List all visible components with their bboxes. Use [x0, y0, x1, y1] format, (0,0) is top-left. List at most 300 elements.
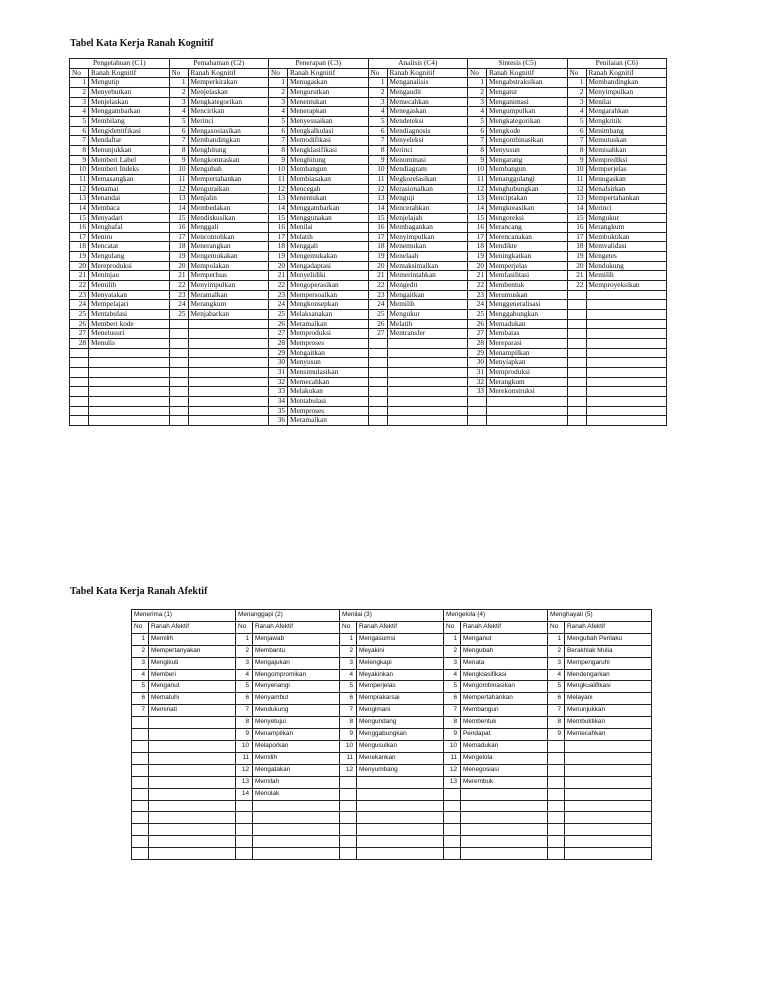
- verb-cell: Memilih: [89, 281, 170, 291]
- table-row: [70, 213, 667, 223]
- table-row: [70, 329, 667, 339]
- row-number: [548, 800, 565, 812]
- row-number: [132, 812, 149, 824]
- table-row: [70, 300, 667, 310]
- verb-cell: Mengkalkulasi: [288, 126, 369, 136]
- verb-cell: Mengutip: [89, 78, 170, 88]
- row-number: [368, 377, 387, 387]
- row-number: 25: [70, 310, 89, 320]
- ranah-column-label: Ranah Afektif: [461, 621, 548, 633]
- verb-cell: [357, 824, 444, 836]
- row-number: 4: [468, 107, 487, 117]
- row-number: 7: [169, 136, 188, 146]
- row-number: 35: [269, 406, 288, 416]
- row-number: 9: [236, 729, 253, 741]
- row-number: 2: [567, 87, 586, 97]
- row-number: 4: [269, 107, 288, 117]
- verb-cell: Menjawab: [253, 633, 340, 645]
- row-number: 10: [444, 740, 461, 752]
- table-row: [70, 155, 667, 165]
- row-number: 20: [567, 261, 586, 271]
- verb-cell: [586, 290, 667, 300]
- row-number: 13: [444, 776, 461, 788]
- verb-cell: [565, 812, 652, 824]
- verb-cell: Menyatakan: [89, 290, 170, 300]
- no-column-label: No: [444, 621, 461, 633]
- row-number: [444, 848, 461, 860]
- row-number: [567, 339, 586, 349]
- verb-cell: [149, 848, 236, 860]
- row-number: 15: [368, 213, 387, 223]
- row-number: [368, 339, 387, 349]
- row-number: 4: [444, 669, 461, 681]
- row-number: 15: [169, 213, 188, 223]
- verb-cell: Mengidentifikasi: [89, 126, 170, 136]
- row-number: [548, 836, 565, 848]
- row-number: 9: [548, 729, 565, 741]
- row-number: 6: [132, 693, 149, 705]
- verb-cell: Mengkategorikan: [487, 116, 568, 126]
- row-number: [169, 406, 188, 416]
- row-number: 4: [236, 669, 253, 681]
- verb-cell: [188, 416, 269, 426]
- row-number: 6: [548, 693, 565, 705]
- row-number: 26: [269, 319, 288, 329]
- row-number: [70, 358, 89, 368]
- row-number: 11: [70, 174, 89, 184]
- verb-cell: Menganimasi: [487, 97, 568, 107]
- verb-cell: Mendiagnosis: [387, 126, 468, 136]
- row-number: 19: [368, 252, 387, 262]
- row-number: [340, 812, 357, 824]
- row-number: 14: [368, 203, 387, 213]
- row-number: 12: [368, 184, 387, 194]
- verb-cell: Membentuk: [461, 717, 548, 729]
- row-number: 3: [444, 657, 461, 669]
- row-number: [444, 824, 461, 836]
- verb-cell: Merancang: [487, 223, 568, 233]
- row-number: 9: [169, 155, 188, 165]
- verb-cell: Mengulang: [89, 252, 170, 262]
- verb-cell: Memberi kode: [89, 319, 170, 329]
- verb-cell: [387, 368, 468, 378]
- verb-cell: [565, 836, 652, 848]
- row-number: 8: [340, 717, 357, 729]
- table-row: [132, 729, 652, 741]
- verb-cell: [188, 377, 269, 387]
- ranah-column-label: Ranah Afektif: [565, 621, 652, 633]
- row-number: [548, 848, 565, 860]
- row-number: 10: [70, 165, 89, 175]
- verb-cell: [586, 406, 667, 416]
- verb-cell: [586, 329, 667, 339]
- row-number: 12: [169, 184, 188, 194]
- verb-cell: Membagankan: [387, 223, 468, 233]
- row-number: 7: [444, 705, 461, 717]
- row-number: 10: [567, 165, 586, 175]
- row-number: 36: [269, 416, 288, 426]
- row-number: 3: [468, 97, 487, 107]
- verb-cell: Menyelidiki: [288, 271, 369, 281]
- row-number: 9: [368, 155, 387, 165]
- row-number: 6: [468, 126, 487, 136]
- row-number: 23: [70, 290, 89, 300]
- row-number: [132, 740, 149, 752]
- ranah-column-label: Ranah Afektif: [357, 621, 444, 633]
- verb-cell: Menyadari: [89, 213, 170, 223]
- verb-cell: Memaksimalkan: [387, 261, 468, 271]
- verb-cell: [89, 358, 170, 368]
- row-number: 12: [70, 184, 89, 194]
- verb-cell: Memfasilitasi: [487, 271, 568, 281]
- row-number: 9: [269, 155, 288, 165]
- row-number: [169, 358, 188, 368]
- row-number: 22: [567, 281, 586, 291]
- row-number: [132, 764, 149, 776]
- row-number: 2: [340, 645, 357, 657]
- verb-cell: [387, 416, 468, 426]
- row-number: 11: [444, 752, 461, 764]
- row-number: 24: [368, 300, 387, 310]
- row-number: 28: [269, 339, 288, 349]
- row-number: 1: [169, 78, 188, 88]
- verb-cell: Melayani: [565, 693, 652, 705]
- row-number: 18: [169, 242, 188, 252]
- verb-cell: Memodifikasi: [288, 136, 369, 146]
- row-number: 3: [548, 657, 565, 669]
- table-row: [70, 358, 667, 368]
- verb-cell: Menciptakan: [487, 194, 568, 204]
- table-row: [132, 848, 652, 860]
- verb-cell: [565, 764, 652, 776]
- verb-cell: Memproduksi: [487, 368, 568, 378]
- verb-cell: Menguraikan: [188, 184, 269, 194]
- verb-cell: Menilai: [288, 223, 369, 233]
- row-number: [340, 800, 357, 812]
- verb-cell: [387, 396, 468, 406]
- verb-cell: Membaca: [89, 203, 170, 213]
- verb-cell: Memilih: [387, 300, 468, 310]
- row-number: 30: [269, 358, 288, 368]
- verb-cell: Menyesuaikan: [288, 116, 369, 126]
- verb-cell: Mengkonsepkan: [288, 300, 369, 310]
- table-row: [70, 416, 667, 426]
- ranah-column-label: Ranah Kognitif: [586, 68, 667, 78]
- row-number: 24: [468, 300, 487, 310]
- table-row: [70, 194, 667, 204]
- row-number: 6: [236, 693, 253, 705]
- row-number: 9: [340, 729, 357, 741]
- row-number: 8: [567, 145, 586, 155]
- verb-cell: Mengoreksi: [487, 213, 568, 223]
- verb-cell: Mengkualifikasi: [565, 681, 652, 693]
- row-number: [468, 396, 487, 406]
- verb-cell: [149, 824, 236, 836]
- table-row: [70, 136, 667, 146]
- row-number: 8: [548, 717, 565, 729]
- row-number: 8: [269, 145, 288, 155]
- verb-cell: [565, 800, 652, 812]
- row-number: [169, 396, 188, 406]
- row-number: 13: [169, 194, 188, 204]
- verb-cell: Menilai: [586, 97, 667, 107]
- row-number: [70, 406, 89, 416]
- table-row: [70, 78, 667, 88]
- row-number: 5: [444, 681, 461, 693]
- verb-cell: Merinci: [586, 203, 667, 213]
- row-number: 9: [444, 729, 461, 741]
- verb-cell: [565, 848, 652, 860]
- verb-cell: Mengasumsi: [357, 633, 444, 645]
- verb-cell: Mensimulasikan: [288, 368, 369, 378]
- row-number: 7: [340, 705, 357, 717]
- verb-cell: Mengemukakan: [188, 252, 269, 262]
- verb-cell: Menghitung: [288, 155, 369, 165]
- verb-cell: [89, 406, 170, 416]
- verb-cell: [188, 358, 269, 368]
- row-number: [468, 416, 487, 426]
- row-number: 19: [169, 252, 188, 262]
- row-number: 3: [132, 657, 149, 669]
- table-row: [132, 836, 652, 848]
- verb-cell: [387, 406, 468, 416]
- verb-cell: [586, 300, 667, 310]
- row-number: 13: [236, 776, 253, 788]
- verb-cell: [461, 848, 548, 860]
- row-number: [548, 740, 565, 752]
- table-row: [70, 223, 667, 233]
- row-number: 1: [70, 78, 89, 88]
- row-number: 10: [269, 165, 288, 175]
- verb-cell: Mempersoalkan: [288, 290, 369, 300]
- verb-cell: Merasionalkan: [387, 184, 468, 194]
- verb-cell: [586, 339, 667, 349]
- verb-cell: Mempelajari: [89, 300, 170, 310]
- verb-cell: Memasangkan: [89, 174, 170, 184]
- verb-cell: [586, 319, 667, 329]
- row-number: 2: [468, 87, 487, 97]
- table-row: [70, 174, 667, 184]
- row-number: 5: [169, 116, 188, 126]
- verb-cell: Menunjukkan: [89, 145, 170, 155]
- row-number: 25: [169, 310, 188, 320]
- row-number: [340, 848, 357, 860]
- verb-cell: [188, 339, 269, 349]
- row-number: 16: [368, 223, 387, 233]
- verb-cell: Mempertahankan: [586, 194, 667, 204]
- verb-cell: [253, 848, 340, 860]
- verb-cell: [565, 752, 652, 764]
- row-number: 12: [444, 764, 461, 776]
- verb-cell: Memproses: [288, 406, 369, 416]
- verb-cell: Mencerahkan: [387, 203, 468, 213]
- row-number: 10: [236, 740, 253, 752]
- verb-cell: Memproyeksikan: [586, 281, 667, 291]
- row-number: 2: [70, 87, 89, 97]
- row-number: 1: [567, 78, 586, 88]
- verb-cell: Memadukan: [487, 319, 568, 329]
- verb-cell: Menemukan: [387, 242, 468, 252]
- row-number: 22: [169, 281, 188, 291]
- row-number: [368, 387, 387, 397]
- verb-cell: Membuktikan: [586, 232, 667, 242]
- row-number: 4: [567, 107, 586, 117]
- verb-cell: [586, 358, 667, 368]
- verb-cell: [387, 377, 468, 387]
- table-row: [70, 107, 667, 117]
- row-number: 5: [548, 681, 565, 693]
- no-column-label: No: [132, 621, 149, 633]
- verb-cell: Mengadaptasi: [288, 261, 369, 271]
- row-number: 15: [567, 213, 586, 223]
- row-number: 12: [236, 764, 253, 776]
- row-number: [567, 387, 586, 397]
- verb-cell: Membiasakan: [288, 174, 369, 184]
- verb-cell: Merinci: [387, 145, 468, 155]
- verb-cell: Mengumpulkan: [487, 107, 568, 117]
- verb-cell: Mengetes: [586, 252, 667, 262]
- verb-cell: Berakhlak Mulia: [565, 645, 652, 657]
- verb-cell: [188, 319, 269, 329]
- verb-cell: Menghafal: [89, 223, 170, 233]
- ranah-column-label: Ranah Afektif: [149, 621, 236, 633]
- row-number: [368, 406, 387, 416]
- no-column-label: No: [368, 68, 387, 78]
- verb-cell: Menugaskan: [288, 78, 369, 88]
- row-number: 23: [269, 290, 288, 300]
- table-row: [132, 645, 652, 657]
- verb-cell: Menampilkan: [253, 729, 340, 741]
- row-number: 5: [269, 116, 288, 126]
- row-number: 2: [236, 645, 253, 657]
- afektif-column-header: Menilai (3): [340, 610, 444, 622]
- row-number: 8: [236, 717, 253, 729]
- verb-cell: Meyakini: [357, 645, 444, 657]
- verb-cell: Mendengarkan: [565, 669, 652, 681]
- row-number: 5: [236, 681, 253, 693]
- row-number: 27: [368, 329, 387, 339]
- row-number: 5: [567, 116, 586, 126]
- verb-cell: Menyeleksi: [387, 136, 468, 146]
- verb-cell: Merangkum: [487, 377, 568, 387]
- row-number: 20: [368, 261, 387, 271]
- verb-cell: Menjelajah: [387, 213, 468, 223]
- row-number: 12: [567, 184, 586, 194]
- row-number: [132, 717, 149, 729]
- row-number: [368, 358, 387, 368]
- verb-cell: Mempengaruhi: [565, 657, 652, 669]
- row-number: 18: [269, 242, 288, 252]
- verb-cell: Memperkirakan: [188, 78, 269, 88]
- row-number: 6: [70, 126, 89, 136]
- verb-cell: Mengajukan: [253, 657, 340, 669]
- table-row: [70, 406, 667, 416]
- verb-cell: [487, 416, 568, 426]
- row-number: 12: [340, 764, 357, 776]
- row-number: 22: [70, 281, 89, 291]
- row-number: 7: [548, 705, 565, 717]
- row-number: 2: [269, 87, 288, 97]
- verb-cell: Melakukan: [288, 387, 369, 397]
- row-number: 8: [468, 145, 487, 155]
- row-number: [132, 752, 149, 764]
- verb-cell: Menanggulangi: [487, 174, 568, 184]
- row-number: [169, 377, 188, 387]
- verb-cell: [89, 348, 170, 358]
- table-row: [70, 165, 667, 175]
- row-number: 7: [368, 136, 387, 146]
- verb-cell: Menggabungkan: [487, 310, 568, 320]
- verb-cell: Memberi Label: [89, 155, 170, 165]
- row-number: [236, 824, 253, 836]
- verb-cell: Melatih: [387, 319, 468, 329]
- verb-cell: Mengaudit: [387, 87, 468, 97]
- verb-cell: Menyimpulkan: [387, 232, 468, 242]
- verb-cell: Menganut: [461, 633, 548, 645]
- table-row: [132, 633, 652, 645]
- row-number: [132, 788, 149, 800]
- row-number: [169, 329, 188, 339]
- verb-cell: Membandingkan: [586, 78, 667, 88]
- verb-cell: Menelusuri: [89, 329, 170, 339]
- verb-cell: Mencegah: [288, 184, 369, 194]
- row-number: [340, 836, 357, 848]
- verb-cell: Mengemukakan: [288, 252, 369, 262]
- row-number: 4: [169, 107, 188, 117]
- table-row: [70, 339, 667, 349]
- row-number: [368, 396, 387, 406]
- no-column-label: No: [468, 68, 487, 78]
- row-number: 18: [567, 242, 586, 252]
- row-number: 7: [269, 136, 288, 146]
- row-number: 6: [567, 126, 586, 136]
- no-column-label: No: [340, 621, 357, 633]
- verb-cell: Memilih: [586, 271, 667, 281]
- verb-cell: Memilih: [149, 633, 236, 645]
- row-number: [132, 848, 149, 860]
- verb-cell: Mengelola: [461, 752, 548, 764]
- row-number: [169, 319, 188, 329]
- verb-cell: Mengatakan: [253, 764, 340, 776]
- verb-cell: Mengasosiasikan: [188, 126, 269, 136]
- verb-cell: Menyebutkan: [89, 87, 170, 97]
- row-number: [444, 812, 461, 824]
- kognitif-column-header: Sintesis (C5): [468, 59, 568, 69]
- verb-cell: Menelaah: [387, 252, 468, 262]
- row-number: [548, 752, 565, 764]
- verb-cell: Mengklasifikasi: [288, 145, 369, 155]
- verb-cell: [357, 836, 444, 848]
- row-number: 19: [468, 252, 487, 262]
- verb-cell: Mengompromikan: [253, 669, 340, 681]
- row-number: 26: [70, 319, 89, 329]
- verb-cell: [149, 729, 236, 741]
- verb-cell: Menampilkan: [487, 348, 568, 358]
- no-column-label: No: [567, 68, 586, 78]
- verb-cell: Mengubah Perilaku: [565, 633, 652, 645]
- row-number: 13: [468, 194, 487, 204]
- row-number: 13: [269, 194, 288, 204]
- row-number: 2: [169, 87, 188, 97]
- verb-cell: [461, 836, 548, 848]
- verb-cell: Mengarang: [487, 155, 568, 165]
- verb-cell: Mendukung: [253, 705, 340, 717]
- row-number: 9: [567, 155, 586, 165]
- verb-cell: [149, 836, 236, 848]
- verb-cell: Memprakarsai: [357, 693, 444, 705]
- verb-cell: Memisahkan: [586, 145, 667, 155]
- table-row: [70, 387, 667, 397]
